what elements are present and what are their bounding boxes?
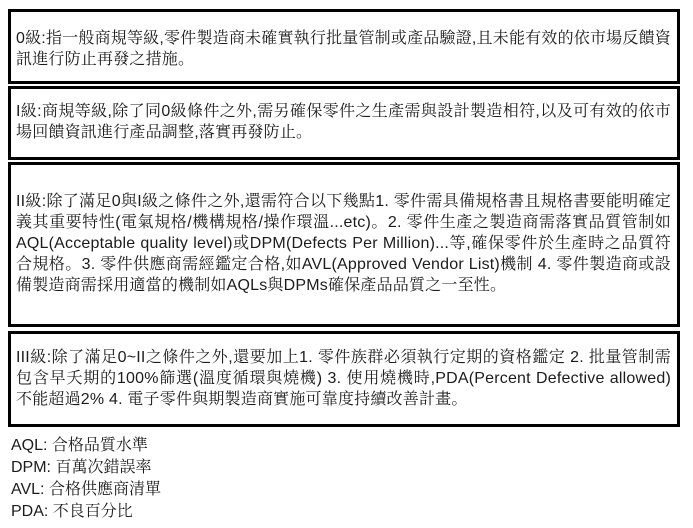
section-level-0-text: 0級:指一般商規等級,零件製造商未確實執行批量管制或產品驗證,且未能有效的依市場反饋資訊進行防止再發之措施。: [16, 30, 671, 68]
section-level-1-text: I級:商規等級,除了同0級條件之外,需另確保零件之生產需與設計製造相符,以及可有效的依市場回饋資訊進行產品調整,落實再發防止。: [16, 103, 671, 141]
definition-pda: PDA: 不良百分比: [11, 503, 133, 520]
section-level-2: [8, 162, 680, 327]
definition-aql: AQL: 合格品質水準: [11, 437, 148, 454]
abbreviation-definitions: [8, 435, 680, 523]
section-level-0: [8, 9, 680, 84]
section-level-3: [8, 331, 680, 427]
definition-dpm: DPM: 百萬次錯誤率: [11, 459, 152, 476]
section-level-2-text: II級:除了滿足0與I級之條件之外,還需符合以下幾點1. 零件需具備規格書且規格書要能明確定義其重要特性(電氣規格/機構規格/操作環溫...etc)。2. 零件生產之製造商需落實品質管制如AQL(Acceptable quality level)或DPM(Defects Per Million)...等,確保零件於生產時之品質符合規格。3. 零件供應商需經鑑定合格,如AVL(Approved Vendor List)機制 4. 零件製造商或設備製造商需採用適當的機制如AQLs與DPMs確保產品品質之一至性。: [16, 193, 671, 294]
section-level-1: [8, 86, 680, 160]
definition-avl: AVL: 合格供應商清單: [11, 481, 161, 498]
section-level-3-text: III級:除了滿足0~II之條件之外,還要加上1. 零件族群必須執行定期的資格鑑定 2. 批量管制需包含早夭期的100%篩選(溫度循環與燒機) 3. 使用燒機時,PDA(Percent Defective allowed)不能超過2% 4. 電子零件與期製造商實施可靠度持續改善計畫。: [16, 349, 671, 408]
